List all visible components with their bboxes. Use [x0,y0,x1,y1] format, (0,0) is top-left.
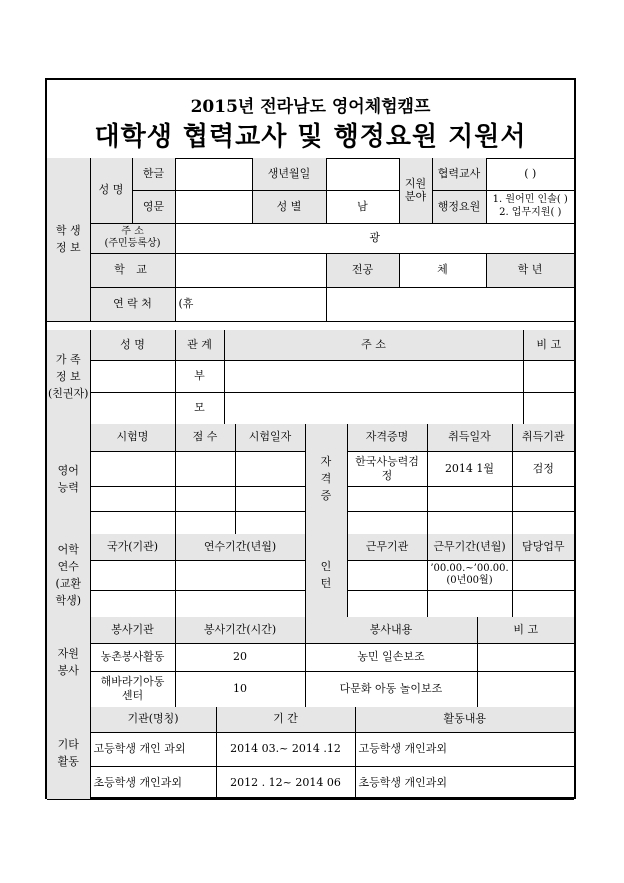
test-date-header: 시험일자 [235,424,305,451]
family-info-table [47,330,574,425]
intern-duty-header: 담당업무 [512,534,574,560]
study-period-header: 연수기간(년월) [175,534,305,560]
test-date-field[interactable] [235,511,305,534]
cert-org-field[interactable] [512,486,574,511]
activity-org-field[interactable]: 초등학생 개인과외 [90,766,216,799]
contact-field-extra[interactable] [326,287,574,321]
language-study-label: 어학 연수 (교환 학생) [47,534,90,617]
form-title: 대학생 협력교사 및 행정요원 지원서 [94,122,527,152]
school-field[interactable] [175,253,326,287]
cert-date-field[interactable] [427,486,512,511]
mother-note-field[interactable] [523,392,574,424]
father-note-field[interactable] [523,360,574,392]
cert-name-field[interactable] [347,511,427,534]
coop-teacher-label: 협력교사 [432,158,486,190]
volunteer-org-header: 봉사기관 [90,617,175,643]
volunteer-content-header: 봉사내용 [305,617,477,643]
birth-field[interactable] [326,158,399,190]
name-label: 성 명 [90,158,132,223]
cert-name-field[interactable]: 한국사능력검 정 [347,451,427,486]
test-date-field[interactable] [235,486,305,511]
cert-name-field[interactable] [347,486,427,511]
activity-org-field[interactable]: 고등학생 개인 과외 [90,732,216,766]
intern-org-field[interactable] [347,560,427,590]
cert-org-field[interactable]: 검정 [512,451,574,486]
intern-duty-field[interactable] [512,590,574,617]
contact-label: 연 락 처 [90,287,175,321]
activity-period-field[interactable]: 2012 . 12~ 2014 06 [216,766,355,799]
korean-name-label: 한글 [132,158,175,190]
address-label: 주 소 (주민등록상) [90,223,175,253]
volunteer-note-field[interactable] [477,643,574,671]
family-note-header: 비 고 [523,330,574,360]
english-ability-label: 영어 능력 [47,424,90,534]
mother-relation: 모 [175,392,224,424]
volunteer-note-header: 비 고 [477,617,574,643]
cert-org-field[interactable] [512,511,574,534]
cert-date-field[interactable] [427,511,512,534]
activity-period-field[interactable]: 2014 03.~ 2014 .12 [216,732,355,766]
country-field[interactable] [90,560,175,590]
test-score-field[interactable] [175,486,235,511]
english-ability-table [47,424,574,535]
father-address-field[interactable] [224,360,523,392]
admin-option-guide[interactable]: 1. 원어민 인솔( ) [492,194,568,205]
intern-duty-field[interactable] [512,560,574,590]
other-activities-label: 기타 활동 [47,707,90,799]
study-period-field[interactable] [175,560,305,590]
grade-label: 학 년 [486,253,574,287]
major-field[interactable]: 체 [399,253,486,287]
korean-name-field[interactable] [175,158,252,190]
cert-name-header: 자격증명 [347,424,427,451]
test-score-field[interactable] [175,511,235,534]
certificate-label: 자 격 증 [305,424,347,534]
language-study-table [47,534,574,618]
volunteer-content-field[interactable]: 농민 일손보조 [305,643,477,671]
test-score-header: 점 수 [175,424,235,451]
family-relation-header: 관 계 [175,330,224,360]
volunteer-note-field[interactable] [477,671,574,707]
volunteer-label: 자원 봉사 [47,617,90,707]
test-name-field[interactable] [90,486,175,511]
form-subtitle: 2015년 전라남도 영어체험캠프 [190,97,431,117]
cert-org-header: 취득기관 [512,424,574,451]
application-form [45,78,576,799]
volunteer-org-field[interactable]: 해바라기아동 센터 [90,671,175,707]
volunteer-hours-field[interactable]: 20 [175,643,305,671]
volunteer-hours-header: 봉사기간(시간) [175,617,305,643]
address-field[interactable]: 광 [175,223,574,253]
family-info-label: 가 족 정 보 (친권자) [47,330,90,424]
intern-period-field[interactable]: ’00.00.~’00.00. (0년00월) [427,560,512,590]
english-name-field[interactable] [175,190,252,223]
intern-org-field[interactable] [347,590,427,617]
intern-period-field[interactable] [427,590,512,617]
country-header: 국가(기관) [90,534,175,560]
field-label: 지원 분야 [399,158,432,223]
school-label: 학 교 [90,253,175,287]
student-info-label: 학 생 정 보 [47,158,90,321]
admin-staff-options[interactable] [486,190,574,223]
activity-period-header: 기 간 [216,707,355,732]
intern-period-header: 근무기간(년월) [427,534,512,560]
other-activities-table [47,707,574,800]
volunteer-table [47,617,574,708]
major-label: 전공 [326,253,399,287]
form-header [47,80,574,159]
volunteer-content-field[interactable]: 다문화 아동 놀이보조 [305,671,477,707]
test-name-field[interactable] [90,511,175,534]
volunteer-org-field[interactable]: 농촌봉사활동 [90,643,175,671]
activity-content-header: 활동내용 [355,707,574,732]
activity-org-header: 기관(명칭) [90,707,216,732]
mother-name-field[interactable] [90,392,175,424]
student-info-table [47,158,574,322]
country-field[interactable] [90,590,175,617]
volunteer-hours-field[interactable]: 10 [175,671,305,707]
test-name-header: 시험명 [90,424,175,451]
family-address-header: 주 소 [224,330,523,360]
father-relation: 부 [175,360,224,392]
activity-content-field[interactable]: 초등학생 개인과외 [355,766,574,799]
coop-teacher-field[interactable]: ( ) [486,158,574,190]
admin-staff-label: 행정요원 [432,190,486,223]
cert-date-header: 취득일자 [427,424,512,451]
family-name-header: 성 명 [90,330,175,360]
contact-field[interactable]: (휴 [175,287,326,321]
admin-option-support[interactable]: 2. 업무지원( ) [499,206,562,218]
gender-label: 성 별 [252,190,326,223]
father-name-field[interactable] [90,360,175,392]
intern-org-header: 근무기관 [347,534,427,560]
birth-label: 생년월일 [252,158,326,190]
test-score-field[interactable] [175,451,235,486]
gender-field[interactable]: 남 [326,190,399,223]
study-period-field[interactable] [175,590,305,617]
activity-content-field[interactable]: 고등학생 개인과외 [355,732,574,766]
test-name-field[interactable] [90,451,175,486]
mother-address-field[interactable] [224,392,523,424]
english-name-label: 영문 [132,190,175,223]
test-date-field[interactable] [235,451,305,486]
cert-date-field[interactable]: 2014 1월 [427,451,512,486]
internship-label: 인 턴 [305,534,347,617]
